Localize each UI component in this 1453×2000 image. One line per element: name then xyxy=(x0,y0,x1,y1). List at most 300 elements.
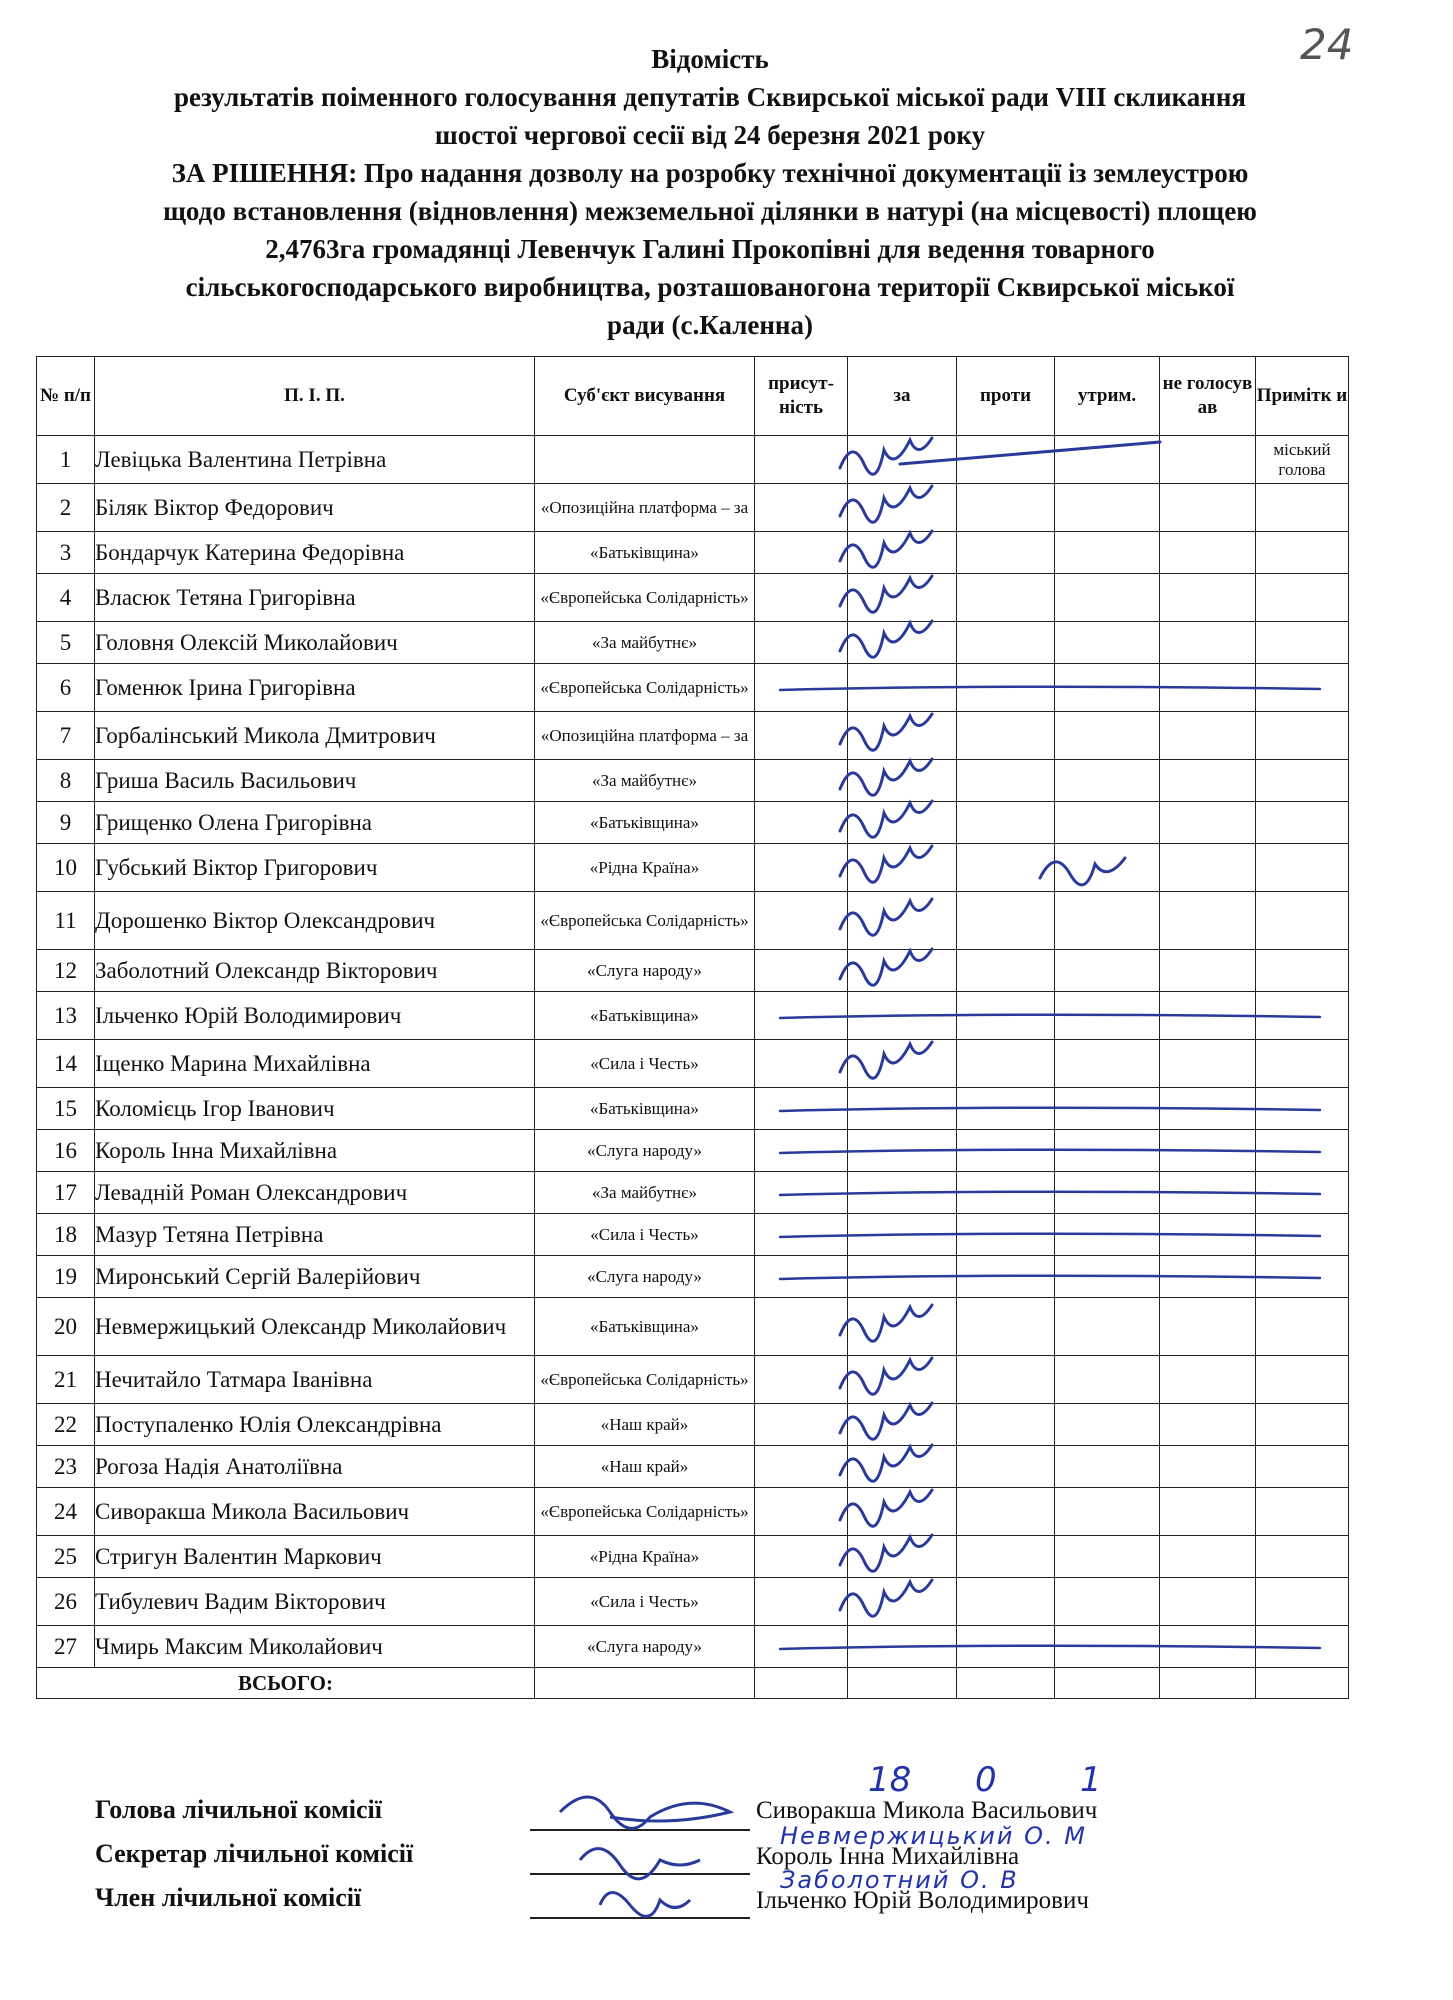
vote-abstain-cell xyxy=(1055,992,1160,1040)
member-name: Стригун Валентин Маркович xyxy=(95,1536,535,1578)
note-cell xyxy=(1256,484,1349,532)
present-cell xyxy=(755,844,848,892)
vote-for-cell xyxy=(848,1446,957,1488)
not-voted-cell xyxy=(1160,1446,1256,1488)
note-cell xyxy=(1256,1214,1349,1256)
vote-for-cell xyxy=(848,802,957,844)
header-line: шостої чергової сесії від 24 березня 2021 року xyxy=(434,120,986,150)
table-row xyxy=(37,1256,1349,1298)
table-row xyxy=(37,760,1349,802)
row-number: 25 xyxy=(37,1536,95,1578)
table-row xyxy=(37,1488,1349,1536)
vote-for-cell xyxy=(848,1578,957,1626)
member-name: Чмирь Максим Миколайович xyxy=(95,1626,535,1668)
row-number: 17 xyxy=(37,1172,95,1214)
commission-secretary-name: Король Інна Михайлівна xyxy=(756,1843,1020,1870)
vote-for-cell xyxy=(848,484,957,532)
present-cell xyxy=(755,1446,848,1488)
member-name: Губський Віктор Григорович xyxy=(95,844,535,892)
table-row xyxy=(37,712,1349,760)
table-row xyxy=(37,1040,1349,1088)
vote-against-cell xyxy=(957,1130,1055,1172)
present-cell xyxy=(755,802,848,844)
member-name: Мазур Тетяна Петрівна xyxy=(95,1214,535,1256)
not-voted-cell xyxy=(1160,1130,1256,1172)
vote-for-cell xyxy=(848,1536,957,1578)
row-number: 18 xyxy=(37,1214,95,1256)
nominating-party: «Батьківщина» xyxy=(535,1298,755,1356)
vote-for-cell xyxy=(848,1404,957,1446)
not-voted-cell xyxy=(1160,1172,1256,1214)
not-voted-cell xyxy=(1160,1356,1256,1404)
vote-for-cell xyxy=(848,760,957,802)
vote-abstain-cell xyxy=(1055,1404,1160,1446)
nominating-party xyxy=(535,436,755,484)
note-cell xyxy=(1256,1536,1349,1578)
row-number: 12 xyxy=(37,950,95,992)
table-row xyxy=(37,622,1349,664)
vote-abstain-cell xyxy=(1055,532,1160,574)
not-voted-cell xyxy=(1160,1488,1256,1536)
nominating-party: «Слуга народу» xyxy=(535,1626,755,1668)
vote-for-cell xyxy=(848,1172,957,1214)
table-row xyxy=(37,436,1349,484)
table-row xyxy=(37,844,1349,892)
vote-abstain-cell xyxy=(1055,622,1160,664)
not-voted-cell xyxy=(1160,802,1256,844)
note-cell xyxy=(1256,760,1349,802)
note-cell xyxy=(1256,844,1349,892)
vote-for-cell xyxy=(848,1214,957,1256)
nominating-party: «Опозиційна платформа – за xyxy=(535,484,755,532)
present-cell xyxy=(755,1130,848,1172)
vote-for-cell xyxy=(848,1626,957,1668)
table-row xyxy=(37,574,1349,622)
present-cell xyxy=(755,484,848,532)
row-number: 26 xyxy=(37,1578,95,1626)
nominating-party: «Сила і Честь» xyxy=(535,1040,755,1088)
signature-line xyxy=(530,1829,750,1831)
present-cell xyxy=(755,1488,848,1536)
vote-for-cell xyxy=(848,892,957,950)
vote-against-cell xyxy=(957,664,1055,712)
note-cell xyxy=(1256,1088,1349,1130)
not-voted-cell xyxy=(1160,622,1256,664)
not-voted-cell xyxy=(1160,436,1256,484)
table-row xyxy=(37,1356,1349,1404)
note-cell xyxy=(1256,622,1349,664)
note-cell xyxy=(1256,992,1349,1040)
member-name: Рогоза Надія Анатоліївна xyxy=(95,1446,535,1488)
present-cell xyxy=(755,1172,848,1214)
member-name: Король Інна Михайлівна xyxy=(95,1130,535,1172)
not-voted-cell xyxy=(1160,1040,1256,1088)
vote-abstain-cell xyxy=(1055,1040,1160,1088)
table-row xyxy=(37,892,1349,950)
table-row xyxy=(37,1404,1349,1446)
not-voted-cell xyxy=(1160,950,1256,992)
vote-against-cell xyxy=(957,436,1055,484)
not-voted-cell xyxy=(1160,574,1256,622)
not-voted-cell xyxy=(1160,1536,1256,1578)
vote-against-cell xyxy=(957,992,1055,1040)
vote-for-cell xyxy=(848,1088,957,1130)
present-cell xyxy=(755,1214,848,1256)
vote-for-cell xyxy=(848,1040,957,1088)
row-number: 1 xyxy=(37,436,95,484)
nominating-party: «Слуга народу» xyxy=(535,1256,755,1298)
commission-secretary-label: Секретар лічильної комісії xyxy=(95,1839,414,1868)
note-cell xyxy=(1256,1446,1349,1488)
present-cell xyxy=(755,1256,848,1298)
vote-abstain-cell xyxy=(1055,712,1160,760)
table-row xyxy=(37,484,1349,532)
vote-abstain-cell xyxy=(1055,1130,1160,1172)
member-name: Заболотний Олександр Вікторович xyxy=(95,950,535,992)
present-cell xyxy=(755,664,848,712)
col-name: П. І. П. xyxy=(95,357,535,436)
vote-against-cell xyxy=(957,1446,1055,1488)
vote-abstain-cell xyxy=(1055,1578,1160,1626)
vote-against-cell xyxy=(957,1578,1055,1626)
vote-against-cell xyxy=(957,844,1055,892)
member-name: Поступаленко Юлія Олександрівна xyxy=(95,1404,535,1446)
row-number: 10 xyxy=(37,844,95,892)
nominating-party: «Батьківщина» xyxy=(535,802,755,844)
vote-for-cell xyxy=(848,1356,957,1404)
vote-abstain-cell xyxy=(1055,1256,1160,1298)
vote-against-cell xyxy=(957,1088,1055,1130)
member-name: Невмержицький Олександр Миколайович xyxy=(95,1298,535,1356)
present-cell xyxy=(755,1298,848,1356)
note-cell xyxy=(1256,892,1349,950)
vote-for-cell xyxy=(848,950,957,992)
not-voted-cell xyxy=(1160,712,1256,760)
table-row xyxy=(37,1088,1349,1130)
row-number: 27 xyxy=(37,1626,95,1668)
vote-abstain-cell xyxy=(1055,950,1160,992)
vote-abstain-cell xyxy=(1055,1356,1160,1404)
member-name: Іщенко Марина Михайлівна xyxy=(95,1040,535,1088)
vote-against-cell xyxy=(957,532,1055,574)
vote-for-cell xyxy=(848,1256,957,1298)
note-cell: міський голова xyxy=(1256,436,1349,484)
present-cell xyxy=(755,1040,848,1088)
present-cell xyxy=(755,712,848,760)
table-row xyxy=(37,992,1349,1040)
col-for: за xyxy=(848,357,957,436)
total-cell xyxy=(848,1668,957,1699)
vote-abstain-cell xyxy=(1055,1626,1160,1668)
not-voted-cell xyxy=(1160,1214,1256,1256)
vote-against-cell xyxy=(957,1488,1055,1536)
row-number: 13 xyxy=(37,992,95,1040)
nominating-party: «За майбутнє» xyxy=(535,760,755,802)
table-row xyxy=(37,1214,1349,1256)
present-cell xyxy=(755,1404,848,1446)
col-num: № п/п xyxy=(37,357,95,436)
decision-line: ради (с.Каленна) xyxy=(607,310,813,340)
total-cell xyxy=(1160,1668,1256,1699)
present-cell xyxy=(755,950,848,992)
note-cell xyxy=(1256,712,1349,760)
document-title: Відомість xyxy=(651,44,769,74)
member-name: Дорошенко Віктор Олександрович xyxy=(95,892,535,950)
commission-member-name: Ільченко Юрій Володимирович xyxy=(756,1887,1089,1914)
vote-abstain-cell xyxy=(1055,760,1160,802)
present-cell xyxy=(755,760,848,802)
row-number: 5 xyxy=(37,622,95,664)
nominating-party: «Європейська Солідарність» xyxy=(535,892,755,950)
vote-against-cell xyxy=(957,712,1055,760)
table-row xyxy=(37,1446,1349,1488)
member-name: Головня Олексій Миколайович xyxy=(95,622,535,664)
total-label: ВСЬОГО: xyxy=(37,1668,535,1699)
nominating-party: «Європейська Солідарність» xyxy=(535,1488,755,1536)
table-row xyxy=(37,1172,1349,1214)
nominating-party: «Опозиційна платформа – за xyxy=(535,712,755,760)
vote-abstain-cell xyxy=(1055,1214,1160,1256)
vote-for-cell xyxy=(848,1298,957,1356)
handwritten-name: Невмержицький О. М xyxy=(780,1822,1087,1850)
not-voted-cell xyxy=(1160,760,1256,802)
note-cell xyxy=(1256,1130,1349,1172)
col-against: проти xyxy=(957,357,1055,436)
table-header-row xyxy=(37,357,1349,436)
decision-line: сільськогосподарського виробництва, розташованогона території Сквирської міської xyxy=(185,272,1235,302)
not-voted-cell xyxy=(1160,1256,1256,1298)
member-name: Гриша Василь Васильович xyxy=(95,760,535,802)
note-cell xyxy=(1256,802,1349,844)
note-cell xyxy=(1256,1578,1349,1626)
present-cell xyxy=(755,892,848,950)
present-cell xyxy=(755,532,848,574)
row-number: 24 xyxy=(37,1488,95,1536)
nominating-party: «Сила і Честь» xyxy=(535,1578,755,1626)
total-cell xyxy=(1055,1668,1160,1699)
vote-for-cell xyxy=(848,436,957,484)
present-cell xyxy=(755,622,848,664)
note-cell xyxy=(1256,1298,1349,1356)
vote-against-cell xyxy=(957,1172,1055,1214)
commission-signature-scribble xyxy=(560,1797,730,1828)
nominating-party: «За майбутнє» xyxy=(535,1172,755,1214)
vote-abstain-cell xyxy=(1055,1088,1160,1130)
vote-for-cell xyxy=(848,844,957,892)
vote-for-cell xyxy=(848,1488,957,1536)
vote-for-cell xyxy=(848,532,957,574)
member-name: Левадній Роман Олександрович xyxy=(95,1172,535,1214)
vote-against-cell xyxy=(957,622,1055,664)
member-name: Миронський Сергій Валерійович xyxy=(95,1256,535,1298)
commission-head-name: Сиворакша Микола Васильович xyxy=(756,1797,1098,1824)
vote-against-cell xyxy=(957,1536,1055,1578)
table-row xyxy=(37,1130,1349,1172)
row-number: 7 xyxy=(37,712,95,760)
row-number: 20 xyxy=(37,1298,95,1356)
col-note: Примітк и xyxy=(1256,357,1349,436)
member-name: Горбалінський Микола Дмитрович xyxy=(95,712,535,760)
row-number: 9 xyxy=(37,802,95,844)
vote-against-cell xyxy=(957,484,1055,532)
nominating-party: «Наш край» xyxy=(535,1404,755,1446)
row-number: 11 xyxy=(37,892,95,950)
signature-line xyxy=(530,1873,750,1875)
vote-abstain-cell xyxy=(1055,892,1160,950)
col-party: Суб'єкт висування xyxy=(535,357,755,436)
nominating-party: «Слуга народу» xyxy=(535,1130,755,1172)
not-voted-cell xyxy=(1160,532,1256,574)
vote-abstain-cell xyxy=(1055,802,1160,844)
vote-abstain-cell xyxy=(1055,1488,1160,1536)
total-cell xyxy=(755,1668,848,1699)
page-number: 24 xyxy=(1300,20,1354,69)
note-cell xyxy=(1256,664,1349,712)
vote-against-cell xyxy=(957,1356,1055,1404)
present-cell xyxy=(755,1356,848,1404)
not-voted-cell xyxy=(1160,1626,1256,1668)
vote-for-cell xyxy=(848,622,957,664)
table-row xyxy=(37,664,1349,712)
not-voted-cell xyxy=(1160,892,1256,950)
vote-abstain-cell xyxy=(1055,1298,1160,1356)
note-cell xyxy=(1256,1404,1349,1446)
row-number: 21 xyxy=(37,1356,95,1404)
member-name: Сиворакша Микола Васильович xyxy=(95,1488,535,1536)
note-cell xyxy=(1256,1488,1349,1536)
table-row xyxy=(37,1298,1349,1356)
nominating-party: «За майбутнє» xyxy=(535,622,755,664)
total-cell xyxy=(1256,1668,1349,1699)
header-line: результатів поіменного голосування депутатів Сквирської міської ради VIII скликання xyxy=(173,82,1247,112)
commission-head-label: Голова лічильної комісії xyxy=(95,1795,382,1824)
document-header xyxy=(40,40,1380,344)
vote-abstain-cell xyxy=(1055,1446,1160,1488)
col-abstain: утрим. xyxy=(1055,357,1160,436)
member-name: Тибулевич Вадим Вікторович xyxy=(95,1578,535,1626)
table-row xyxy=(37,532,1349,574)
member-name: Гоменюк Ірина Григорівна xyxy=(95,664,535,712)
vote-against-cell xyxy=(957,1404,1055,1446)
note-cell xyxy=(1256,574,1349,622)
not-voted-cell xyxy=(1160,1088,1256,1130)
not-voted-cell xyxy=(1160,992,1256,1040)
not-voted-cell xyxy=(1160,1404,1256,1446)
not-voted-cell xyxy=(1160,484,1256,532)
vote-against-cell xyxy=(957,950,1055,992)
signature-line xyxy=(530,1917,750,1919)
col-not-voted: не голосув ав xyxy=(1160,357,1256,436)
vote-for-cell xyxy=(848,712,957,760)
vote-against-cell xyxy=(957,760,1055,802)
commission-member-label: Член лічильної комісії xyxy=(95,1883,362,1912)
total-row xyxy=(37,1668,1349,1699)
row-number: 16 xyxy=(37,1130,95,1172)
nominating-party: «Рідна Країна» xyxy=(535,844,755,892)
note-cell xyxy=(1256,532,1349,574)
decision-line: 2,4763га громадянці Левенчук Галині Прокопівні для ведення товарного xyxy=(265,234,1155,264)
member-name: Бондарчук Катерина Федорівна xyxy=(95,532,535,574)
member-name: Біляк Віктор Федорович xyxy=(95,484,535,532)
row-number: 15 xyxy=(37,1088,95,1130)
member-name: Коломієць Ігор Іванович xyxy=(95,1088,535,1130)
vote-for-cell xyxy=(848,992,957,1040)
present-cell xyxy=(755,992,848,1040)
table-row xyxy=(37,802,1349,844)
row-number: 8 xyxy=(37,760,95,802)
note-cell xyxy=(1256,1626,1349,1668)
handwritten-name: Заболотний О. В xyxy=(780,1866,1019,1894)
col-present: присут-ність xyxy=(755,357,848,436)
note-cell xyxy=(1256,1172,1349,1214)
nominating-party: «Батьківщина» xyxy=(535,992,755,1040)
row-number: 23 xyxy=(37,1446,95,1488)
nominating-party: «Батьківщина» xyxy=(535,1088,755,1130)
not-voted-cell xyxy=(1160,664,1256,712)
vote-against-cell xyxy=(957,892,1055,950)
vote-abstain-cell xyxy=(1055,844,1160,892)
present-cell xyxy=(755,1626,848,1668)
vote-table xyxy=(36,356,1349,1699)
table-row xyxy=(37,950,1349,992)
vote-against-cell xyxy=(957,802,1055,844)
row-number: 22 xyxy=(37,1404,95,1446)
vote-against-cell xyxy=(957,1626,1055,1668)
nominating-party: «Батьківщина» xyxy=(535,532,755,574)
row-number: 14 xyxy=(37,1040,95,1088)
note-cell xyxy=(1256,1356,1349,1404)
member-name: Ільченко Юрій Володимирович xyxy=(95,992,535,1040)
row-number: 6 xyxy=(37,664,95,712)
nominating-party: «Сила і Честь» xyxy=(535,1214,755,1256)
vote-against-cell xyxy=(957,1256,1055,1298)
total-abstain-handwritten: 1 xyxy=(1080,1760,1102,1800)
member-name: Грищенко Олена Григорівна xyxy=(95,802,535,844)
nominating-party: «Європейська Солідарність» xyxy=(535,574,755,622)
note-cell xyxy=(1256,1256,1349,1298)
present-cell xyxy=(755,1578,848,1626)
vote-against-cell xyxy=(957,1040,1055,1088)
table-row xyxy=(37,1626,1349,1668)
nominating-party: «Європейська Солідарність» xyxy=(535,664,755,712)
nominating-party: «Рідна Країна» xyxy=(535,1536,755,1578)
vote-abstain-cell xyxy=(1055,664,1160,712)
vote-for-cell xyxy=(848,1130,957,1172)
vote-against-cell xyxy=(957,1214,1055,1256)
not-voted-cell xyxy=(1160,1298,1256,1356)
member-name: Власюк Тетяна Григорівна xyxy=(95,574,535,622)
decision-line: щодо встановлення (відновлення) межземельної ділянки в натурі (на місцевості) площею xyxy=(163,196,1257,226)
total-cell xyxy=(957,1668,1055,1699)
row-number: 4 xyxy=(37,574,95,622)
nominating-party: «Європейська Солідарність» xyxy=(535,1356,755,1404)
total-cell xyxy=(535,1668,755,1699)
row-number: 19 xyxy=(37,1256,95,1298)
vote-against-cell xyxy=(957,1298,1055,1356)
not-voted-cell xyxy=(1160,1578,1256,1626)
present-cell xyxy=(755,1536,848,1578)
vote-abstain-cell xyxy=(1055,436,1160,484)
vote-abstain-cell xyxy=(1055,574,1160,622)
vote-for-cell xyxy=(848,664,957,712)
decision-line: ЗА РІШЕННЯ: Про надання дозволу на розробку технічної документації із землеустрою xyxy=(171,158,1249,188)
commission-signature-scribble xyxy=(600,1893,690,1917)
present-cell xyxy=(755,1088,848,1130)
present-cell xyxy=(755,436,848,484)
member-name: Нечитайло Татмара Іванівна xyxy=(95,1356,535,1404)
row-number: 3 xyxy=(37,532,95,574)
member-name: Левіцька Валентина Петрівна xyxy=(95,436,535,484)
